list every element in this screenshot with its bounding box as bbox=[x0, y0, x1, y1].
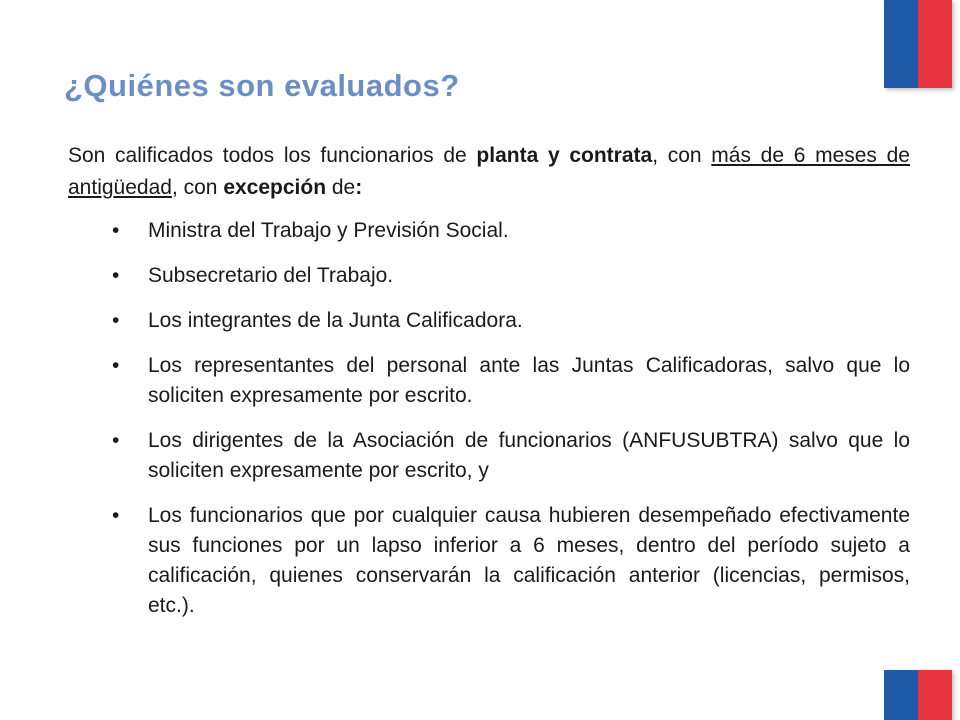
intro-bold-excepcion: excepción bbox=[223, 176, 327, 199]
list-item: • Ministra del Trabajo y Previsión Social. bbox=[112, 216, 910, 246]
intro-text-2: , con bbox=[652, 144, 712, 167]
flag-red-stripe bbox=[918, 670, 952, 720]
slide-title: ¿Quiénes son evaluados? bbox=[64, 68, 460, 103]
list-item: • Los integrantes de la Junta Calificadora. bbox=[112, 306, 910, 336]
flag-decoration-top bbox=[884, 0, 952, 88]
list-item: • Los funcionarios que por cualquier causa hubieren desempeñado efectivamente sus funciones por un lapso inferior a 6 meses, dentro del período sujeto a calificación, quienes conservarán la calificación anterior (licencias, permisos, etc.). bbox=[112, 501, 910, 621]
intro-text-4: de bbox=[326, 176, 356, 199]
list-item: • Los dirigentes de la Asociación de funcionarios (ANFUSUBTRA) salvo que lo soliciten expresamente por escrito, y bbox=[112, 426, 910, 486]
list-item: • Subsecretario del Trabajo. bbox=[112, 261, 910, 291]
flag-blue-stripe bbox=[884, 670, 918, 720]
flag-red-stripe bbox=[918, 0, 952, 88]
intro-bold-colon: : bbox=[355, 176, 363, 199]
list-item: • Los representantes del personal ante las Juntas Calificadoras, salvo que lo soliciten expresamente por escrito. bbox=[112, 351, 910, 411]
intro-bold-planta: planta y contrata bbox=[476, 144, 653, 167]
intro-underline-antiguedad: más de 6 meses de antigüedad bbox=[68, 144, 910, 199]
flag-decoration-bottom bbox=[884, 670, 952, 720]
exception-list bbox=[112, 216, 910, 636]
intro-paragraph bbox=[68, 140, 910, 204]
intro-text-3: , con bbox=[171, 176, 224, 199]
flag-blue-stripe bbox=[884, 0, 918, 88]
intro-text-1: Son calificados todos los funcionarios de bbox=[68, 144, 477, 167]
